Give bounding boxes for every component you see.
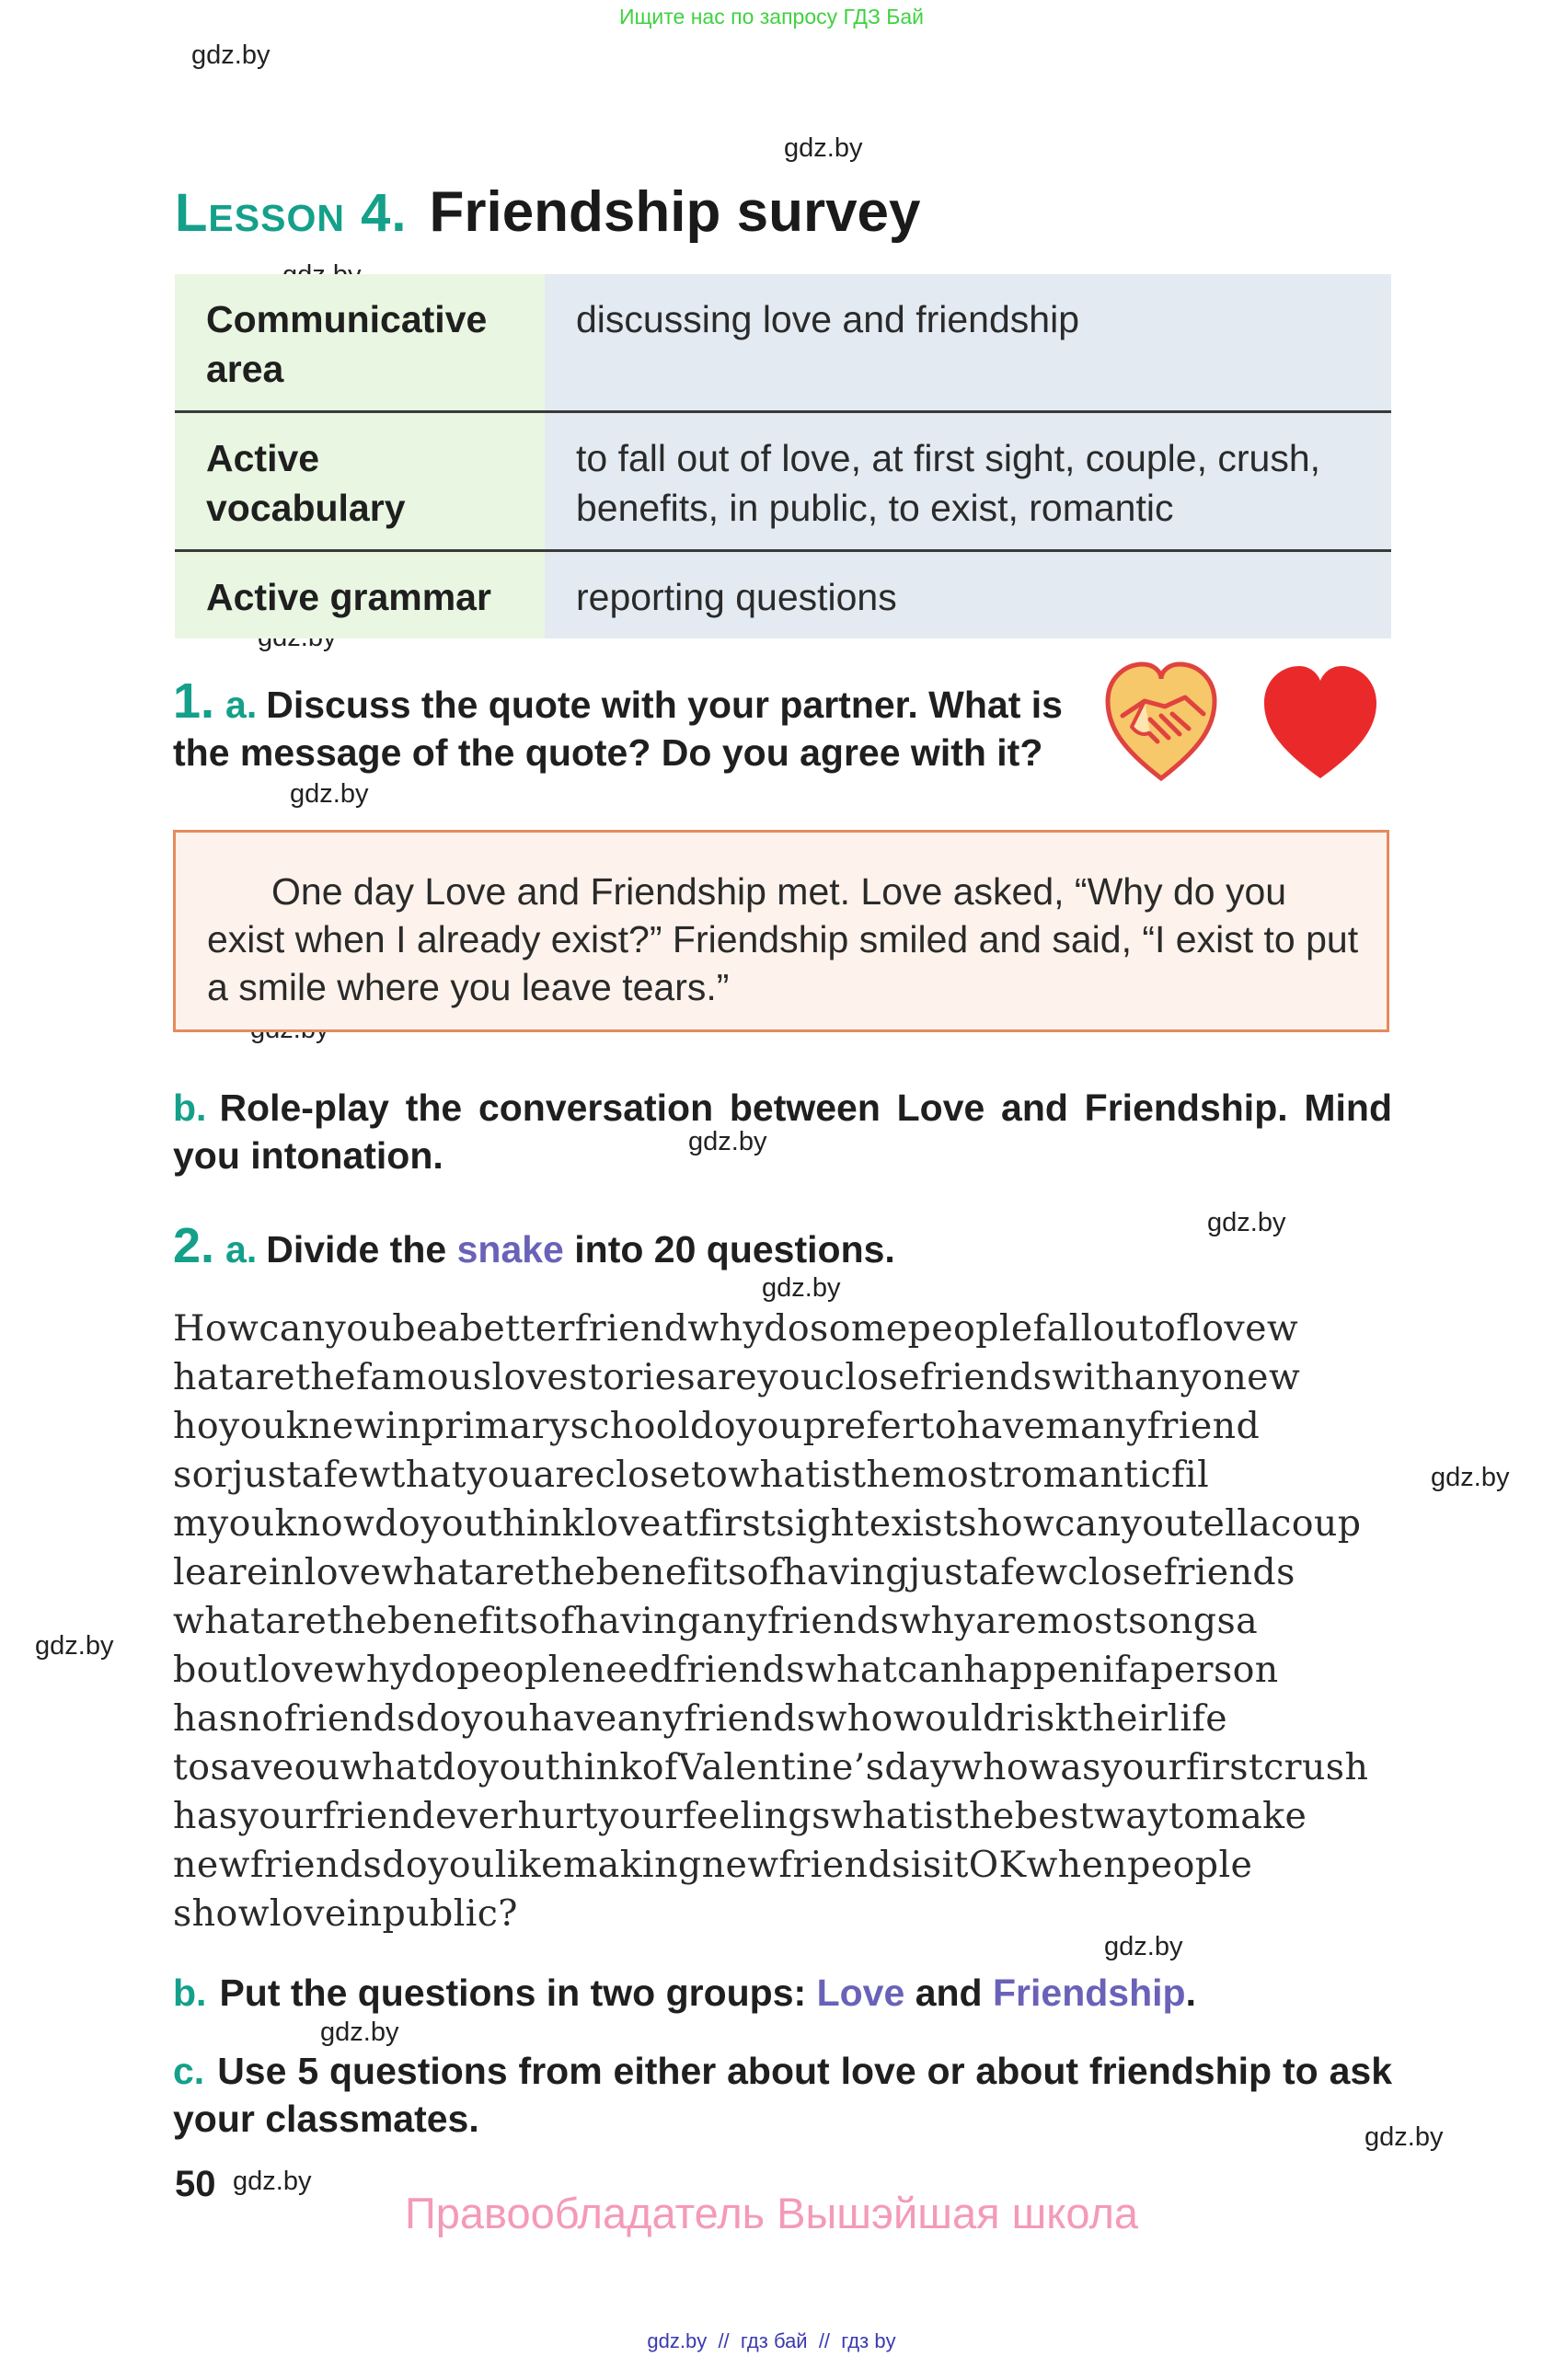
top-banner: Ищите нас по запросу ГДЗ Бай [618,5,925,29]
task-number: 2. [173,1218,215,1273]
snake-line: showloveinpublic? [173,1892,518,1935]
row-label: Active grammar [175,551,545,639]
task-text: and [915,1972,983,2014]
task-letter: b. [173,1087,207,1129]
table-row [175,274,1391,412]
lesson-label: Lesson 4. [175,183,408,243]
copyright-notice: Правообладатель Вышэйшая школа [404,2189,1139,2237]
task-text: Put the questions in two groups: [219,1972,807,2014]
watermark: gdz.by [35,1631,114,1661]
watermark: gdz.by [1431,1463,1510,1492]
task-letter: c. [173,2050,205,2092]
task-text: Divide the [266,1228,447,1270]
snake-line: boutlovewhydopeopleneedfriendswhatcanhappenifaperson [173,1649,1279,1691]
snake-line: whatarethebenefitsofhavinganyfriendswhyaremostsongsa [173,1600,1259,1642]
row-value: discussing love and friendship [545,274,1391,412]
red-heart-icon [1264,666,1376,778]
watermark: gdz.by [762,1273,841,1303]
snake-line: sorjustafewthatyouareclosetowhatisthemostromanticfil [173,1454,1210,1496]
row-label: Communicative area [175,274,545,412]
snake-line: leareinlovewhatarethebenefitsofhavingjustafewclosefriends [173,1551,1295,1593]
task-text: Role-play the conversation between Love and Friendship. Mind you intonation. [173,1087,1392,1177]
watermark: gdz.by [1104,1932,1183,1961]
watermark: gdz.by [784,133,863,163]
snake-line: Howcanyoubeabetterfriendwhydosomepeoplefalloutoflovew [173,1307,1299,1350]
quote-box [173,830,1389,1032]
watermark: gdz.by [233,2167,312,2196]
snake-line: hatarethefamouslovestoriesareyouclosefriendswithanyonew [173,1356,1301,1398]
snake-line: tosaveouwhatdoyouthinkofValentine’sdaywhowasyourfirstcrush [173,1746,1369,1788]
snake-text [173,1305,1392,1938]
watermark: gdz.by [688,1127,767,1156]
task-2c [173,2047,1392,2143]
group-friendship: Friendship [993,1972,1186,2014]
watermark: gdz.by [320,2018,399,2047]
task-1a [173,673,1084,776]
row-value: reporting questions [545,551,1391,639]
watermark: gdz.by [290,779,369,809]
task-letter: a. [225,684,258,726]
handshake-heart-icon [1108,664,1215,778]
task-letter: a. [225,1228,258,1270]
task-icons [1104,661,1389,789]
snake-line: newfriendsdoyoulikemakingnewfriendsisitOKwhenpeople [173,1844,1253,1886]
lesson-info-table [175,274,1391,638]
snake-line: myouknowdoyouthinkloveatfirstsightexistshowcanyoutellacoup [173,1502,1362,1545]
task-text: Use 5 questions from either about love or about friendship to ask your classmates. [173,2050,1392,2140]
footer-links[interactable]: gdz.by // гдз бай // гдз by [647,2329,896,2352]
row-value: to fall out of love, at first sight, couple, crush, benefits, in public, to exist, romantic [545,412,1391,551]
task-1b [173,1084,1392,1179]
lesson-name: Friendship survey [429,180,921,244]
row-label: Active vocabulary [175,412,545,551]
task-number: 1. [173,673,215,729]
group-love: Love [816,1972,905,2014]
watermark: gdz.by [1207,1208,1286,1237]
table-row [175,412,1391,551]
snake-line: hasyourfriendeverhurtyourfeelingswhatisthebestwaytomake [173,1795,1307,1837]
lesson-title [175,179,921,245]
snake-highlight: snake [456,1228,564,1270]
watermark: gdz.by [191,40,271,70]
table-row [175,551,1391,639]
task-text: Discuss the quote with your partner. What is the message of the quote? Do you agree with it? [173,684,1063,774]
snake-line: hasnofriendsdoyouhaveanyfriendswhowouldrisktheirlife [173,1697,1228,1740]
task-letter: b. [173,1972,207,2014]
task-text: . [1185,1972,1196,2014]
page-number: 50 [175,2164,216,2204]
quote-text: One day Love and Friendship met. Love asked, “Why do you exist when I already exist?” Friendship smiled and said, “I exist to put a smile where you leave tears.” [207,870,1359,1008]
task-2b [173,1969,1392,2017]
task-text: into 20 questions. [574,1228,895,1270]
watermark: gdz.by [1365,2122,1444,2152]
snake-line: hoyouknewinprimaryschooldoyouprefertohavemanyfriend [173,1405,1261,1447]
